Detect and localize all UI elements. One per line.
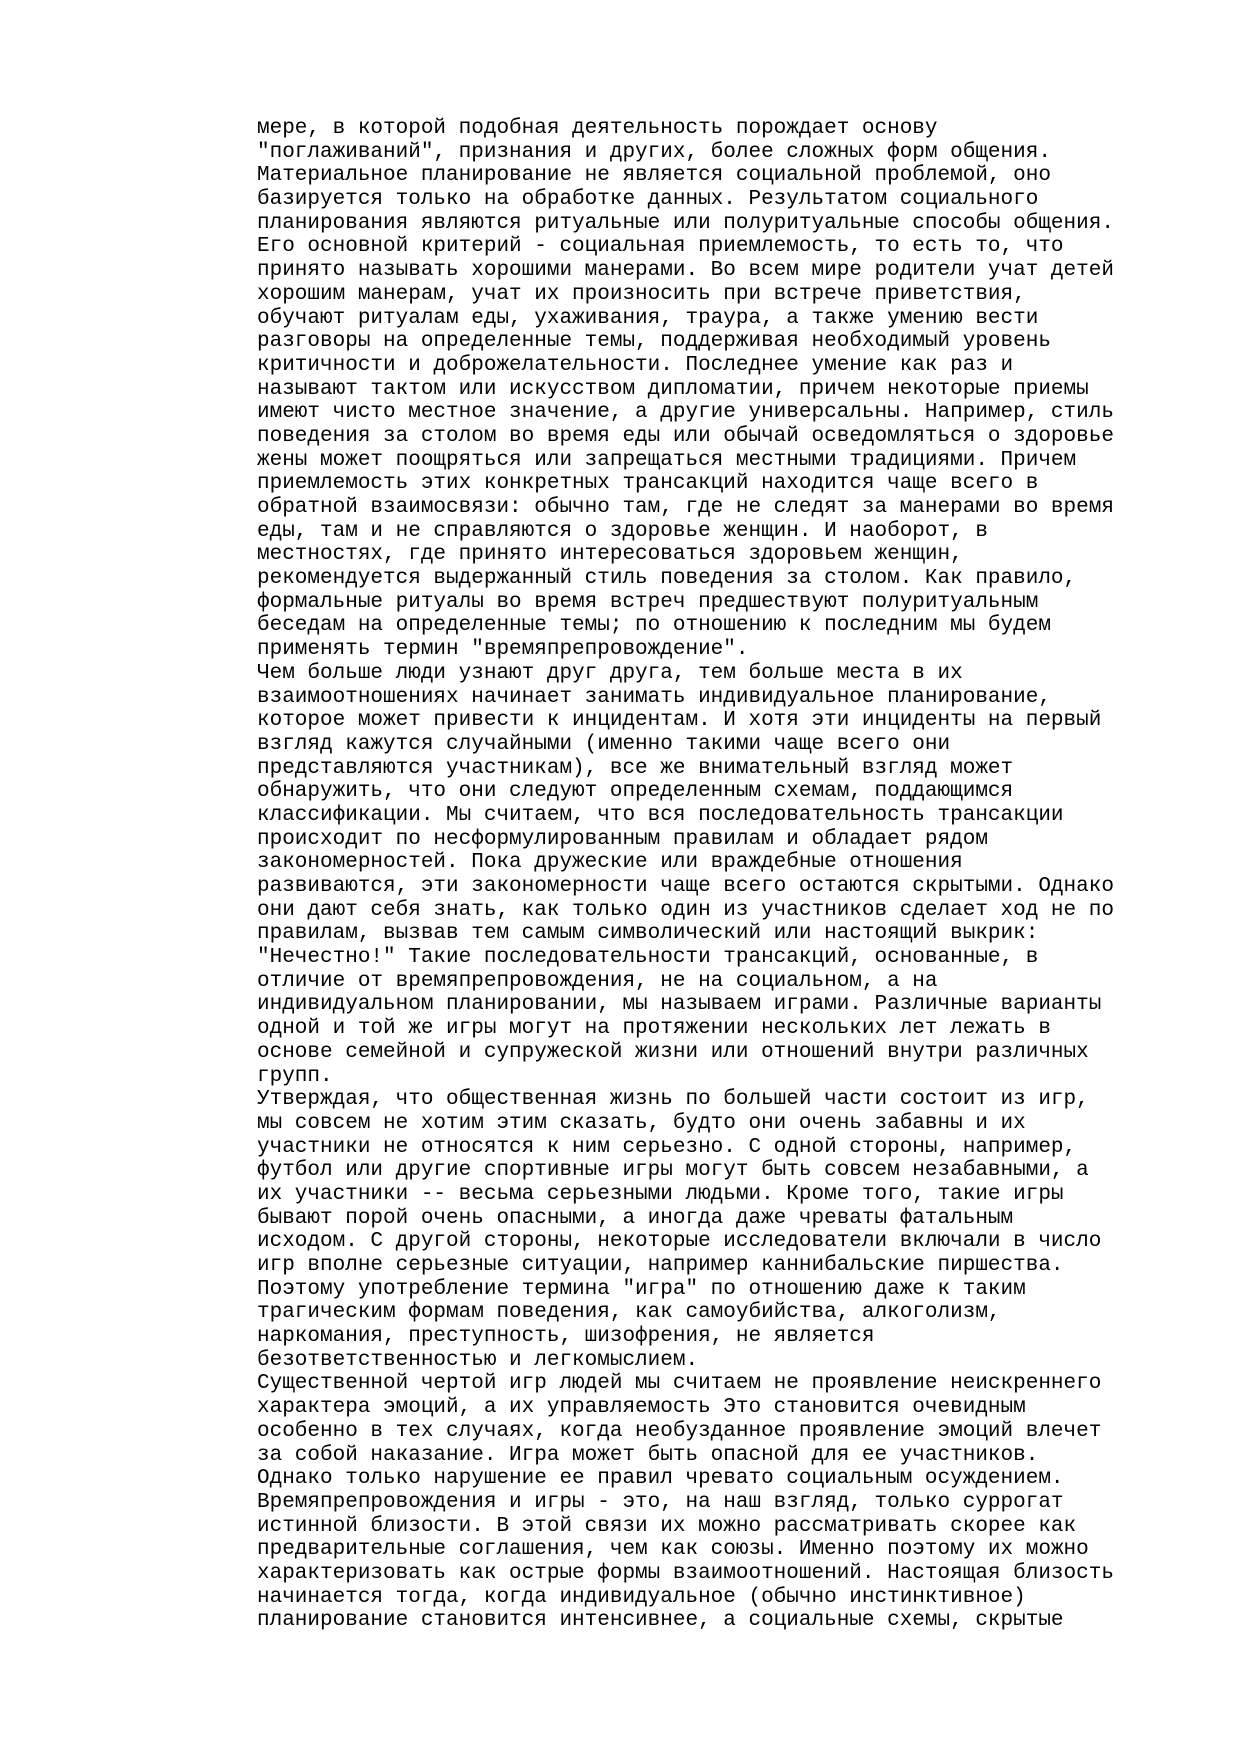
text-line: игр вполне серьезные ситуации, например каннибальские пиршества. — [257, 1254, 1064, 1277]
text-line: мы совсем не хотим этим сказать, будто они очень забавны и их — [257, 1111, 1026, 1135]
text-line: начинается тогда, когда индивидуальное (обычно инстинктивное) — [257, 1585, 1026, 1609]
text-line: местностях, где принято интересоваться здоровьем женщин, — [257, 543, 963, 567]
text-line: основе семейной и супружеской жизни или отношений внутри различных — [257, 1040, 1089, 1064]
text-line: индивидуальном планировании, мы называем играми. Различные варианты — [257, 993, 1102, 1017]
text-line: критичности и доброжелательности. Последнее умение как раз и — [257, 353, 1014, 377]
text-line: разговоры на определенные темы, поддерживая необходимый уровень — [257, 330, 1051, 354]
text-line: взгляд кажутся случайными (именно такими чаще всего они — [257, 732, 951, 756]
text-line: классификации. Мы считаем, что вся последовательность трансакции — [257, 803, 1064, 827]
text-line: "поглаживаний", признания и других, более сложных форм общения. — [257, 140, 1051, 164]
text-line: Утверждая, что общественная жизнь по большей части состоит из игр, — [257, 1088, 1089, 1112]
text-line: предварительные соглашения, чем как союзы. Именно поэтому их можно — [257, 1538, 1089, 1562]
text-line: обратной взаимосвязи: обычно там, где не следят за манерами во время — [257, 496, 1114, 519]
text-line: планирования являются ритуальные или полуритуальные способы общения. — [257, 211, 1114, 235]
text-line: рекомендуется выдержанный стиль поведения за столом. Как правило, — [257, 567, 1077, 591]
text-line: представляются участникам), все же внимательный взгляд может — [257, 756, 1014, 780]
text-line: "Нечестно!" Такие последовательности трансакций, основанные, в — [257, 946, 1039, 970]
text-line: планирование становится интенсивнее, а социальные схемы, скрытые — [257, 1609, 1064, 1633]
text-line: отличие от времяпрепровождения, не на социальном, а на — [257, 969, 938, 993]
text-line: применять термин "времяпрепровождение". — [257, 638, 749, 662]
text-line: Чем больше люди узнают друг друга, тем больше места в их — [257, 661, 963, 685]
text-line: которое может привести к инцидентам. И хотя эти инциденты на первый — [257, 709, 1102, 733]
text-line: взаимоотношениях начинает занимать индивидуальное планирование, — [257, 685, 1051, 709]
text-line: Времяпрепровождения и игры - это, на наш взгляд, только суррогат — [257, 1490, 1064, 1514]
text-line: групп. — [257, 1064, 333, 1088]
text-line: правилам, вызвав тем самым символический или настоящий выкрик: — [257, 922, 1039, 946]
text-line: Однако только нарушение ее правил чревато социальным осуждением. — [257, 1467, 1064, 1491]
text-line: бывают порой очень опасными, а иногда даже чреваты фатальным — [257, 1206, 1014, 1230]
text-line: Существенной чертой игр людей мы считаем не проявление неискреннего — [257, 1372, 1102, 1396]
text-line: участники не относятся к ним серьезно. С одной стороны, например, — [257, 1135, 1077, 1159]
text-line: беседам на определенные темы; по отношению к последним мы будем — [257, 614, 1051, 638]
text-line: происходит по несформулированным правилам и обладает рядом — [257, 827, 988, 851]
text-line: особенно в тех случаях, когда необузданное проявление эмоций влечет — [257, 1419, 1102, 1443]
text-line: еды, там и не справляются о здоровье женщин. И наоборот, в — [257, 519, 988, 543]
text-line: формальные ритуалы во время встреч предшествуют полуритуальным — [257, 590, 1039, 614]
text-line: Поэтому употребление термина "игра" по отношению даже к таким — [257, 1277, 1026, 1301]
text-line: базируется только на обработке данных. Результатом социального — [257, 188, 1039, 212]
text-line: принято называть хорошими манерами. Во всем мире родители учат детей — [257, 259, 1114, 283]
text-line: обнаружить, что они следуют определенным схемам, поддающимся — [257, 780, 1014, 804]
text-line: наркомания, преступность, шизофрения, не является — [257, 1325, 875, 1349]
text-line: развиваются, эти закономерности чаще всего остаются скрытыми. Однако — [257, 875, 1114, 898]
text-line: называют тактом или искусством дипломатии, причем некоторые приемы — [257, 377, 1089, 401]
text-line: они дают себя знать, как только один из участников сделает ход не по — [257, 898, 1114, 922]
text-line: за собой наказание. Игра может быть опасной для ее участников. — [257, 1443, 1039, 1467]
text-line: их участники -- весьма серьезными людьми. Кроме того, такие игры — [257, 1182, 1064, 1206]
text-line: трагическим формам поведения, как самоубийства, алкоголизм, — [257, 1301, 1001, 1325]
text-line: безответственностью и легкомыслием. — [257, 1348, 699, 1372]
text-line: мере, в которой подобная деятельность порождает основу — [257, 117, 938, 140]
text-line: Его основной критерий - социальная приемлемость, то есть то, что — [257, 235, 1064, 259]
text-content — [257, 117, 1114, 1633]
text-line: исходом. С другой стороны, некоторые исследователи включали в число — [257, 1230, 1102, 1254]
text-line: обучают ритуалам еды, ухаживания, траура, а также умению вести — [257, 306, 1039, 330]
text-line: характеризовать как острые формы взаимоотношений. Настоящая близость — [257, 1561, 1114, 1585]
text-line: приемлемость этих конкретных трансакций находится чаще всего в — [257, 472, 1039, 496]
text-line: поведения за столом во время еды или обычай осведомляться о здоровье — [257, 424, 1114, 448]
text-line: одной и той же игры могут на протяжении нескольких лет лежать в — [257, 1017, 1051, 1041]
text-line: характера эмоций, а их управляемость Это становится очевидным — [257, 1396, 1026, 1420]
text-line: жены может поощряться или запрещаться местными традициями. Причем — [257, 448, 1077, 472]
text-line: истинной близости. В этой связи их можно рассматривать скорее как — [257, 1514, 1077, 1538]
text-line: футбол или другие спортивные игры могут быть совсем незабавными, а — [257, 1159, 1089, 1183]
text-line: хорошим манерам, учат их произносить при встрече приветствия, — [257, 282, 1026, 306]
text-line: Материальное планирование не является социальной проблемой, оно — [257, 164, 1051, 188]
text-line: имеют чисто местное значение, а другие универсальны. Например, стиль — [257, 401, 1114, 425]
text-line: закономерностей. Пока дружеские или враждебные отношения — [257, 851, 963, 875]
